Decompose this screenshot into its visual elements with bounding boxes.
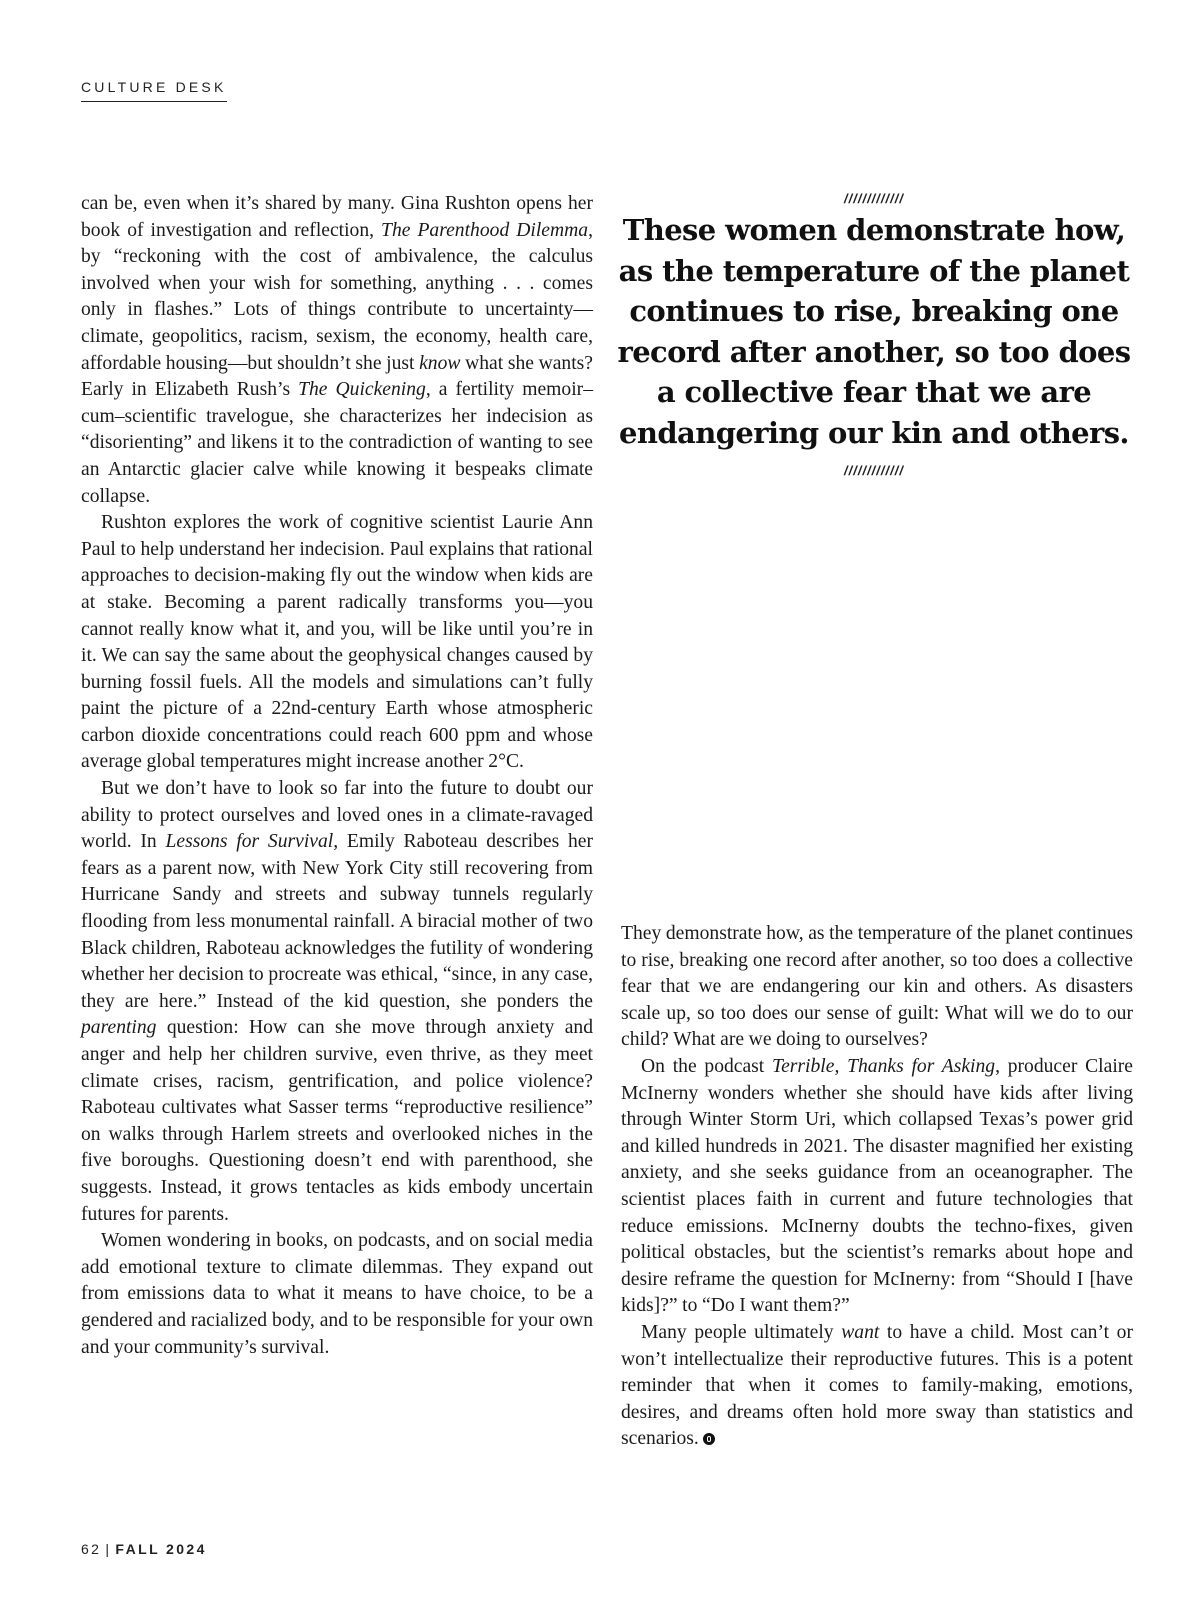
section-label: CULTURE DESK [81,79,227,102]
pull-quote [612,191,1136,478]
pull-quote-text: These women demonstrate how, as the temperature of the planet continues to rise, breaking one record after another, so too does a collective fear that we are endangering our kin and others. [617,213,1131,450]
emphasis: parenting [81,1017,157,1039]
paragraph-5: They demonstrate how, as the temperature of the planet continues to rise, breaking one record after another, so too does a collective fear that we are endangering our kin and others. As disasters scale up, so too does our sense of guilt: What will we do to our child? What are we doing to ourselves? [621,923,1133,1051]
paragraph-2: Rushton explores the work of cognitive scientist Laurie Ann Paul to help understand her indecision. Paul explains that rational approaches to decision-making fly out the window when kids are at stake. Becoming a parent radically transforms you—you cannot really know what it, and you, will be like until you’re in it. We can say the same about the geophysical changes caused by burning fossil fuels. All the models and simulations can’t fully paint the picture of a 22nd-century Earth whose atmospheric carbon dioxide concentrations could reach 600 ppm and whose average global temperatures might increase another 2°C. [81,512,593,773]
emphasis: know [419,352,461,374]
paragraph-4: Women wondering in books, on podcasts, and on social media add emotional texture to climate dilemmas. They expand out from emissions data to what it means to have choice, to be a gendered and racialized body, and to be responsible for your own and your community’s survival. [81,1230,593,1358]
article-column-right [621,921,1133,1453]
paragraph-6: On the podcast Terrible, Thanks for Asking, producer Claire McInerny wonders whether she should have kids after living through Winter Storm Uri, which collapsed Texas’s power grid and killed hundreds in 2021. The disaster magnified her existing anxiety, and she seeks guidance from an oceanographer. The scientist places faith in current and future technologies that reduce emissions. McInerny doubts the techno-fixes, given political obstacles, but the scientist’s remarks about hope and desire reframe the question for McInerny: from “Should I [have kids]?” to “Do I want them?” [621,1055,1133,1317]
emphasis: want [841,1321,880,1343]
book-title: Lessons for Survival [165,831,334,853]
article-column-left [81,191,593,1361]
page-footer [81,1541,207,1557]
book-title: The Quickening [298,379,426,401]
ornament-bottom: ///////////// [844,463,904,478]
end-mark-icon [703,1433,715,1445]
paragraph-7: Many people ultimately want to have a child. Most can’t or won’t intellectualize their reproductive futures. This is a potent reminder that when it comes to family-making, emotions, desires, and dreams often hold more sway than statistics and scenarios. [621,1321,1133,1450]
issue-label: FALL 2024 [115,1541,207,1557]
paragraph-1: can be, even when it’s shared by many. Gina Rushton opens her book of investigation and reflection, The Parenthood Dilemma, by “reckoning with the cost of ambivalence, the calculus involved when your wish for something, anything . . . comes only in flashes.” Lots of things contribute to uncertainty—climate, geopolitics, racism, sexism, the economy, health care, affordable housing—but shouldn’t she just know what she wants? Early in Elizabeth Rush’s The Quickening, a fertility memoir–cum–scientific travelogue, she characterizes her indecision as “disorienting” and likens it to the contradiction of wanting to see an Antarctic glacier calve while knowing it bespeaks climate collapse. [81,193,593,507]
paragraph-3: But we don’t have to look so far into the future to doubt our ability to protect ourselves and loved ones in a climate-ravaged world. In Lessons for Survival, Emily Raboteau describes her fears as a parent now, with New York City still recovering from Hurricane Sandy and streets and subway tunnels regularly flooding from less monumental rainfall. A biracial mother of two Black children, Raboteau acknowledges the futility of wondering whether her decision to procreate was ethical, “since, in any case, they are here.” Instead of the kid question, she ponders the parenting question: How can she move through anxiety and anger and help her children survive, even thrive, as they meet climate crises, racism, gentrification, and police violence? Raboteau cultivates what Sasser terms “reproductive resilience” on walks through Harlem streets and overlooked niches in the five boroughs. Questioning doesn’t end with parenthood, she suggests. Instead, it grows tentacles as kids embody uncertain futures for parents. [81,778,593,1225]
page-number: 62 [81,1541,102,1557]
ornament-top: ///////////// [844,191,904,206]
book-title: The Parenthood Dilemma [381,219,589,241]
footer-separator: | [105,1541,112,1557]
podcast-title: Terrible, Thanks for Asking [772,1055,996,1077]
